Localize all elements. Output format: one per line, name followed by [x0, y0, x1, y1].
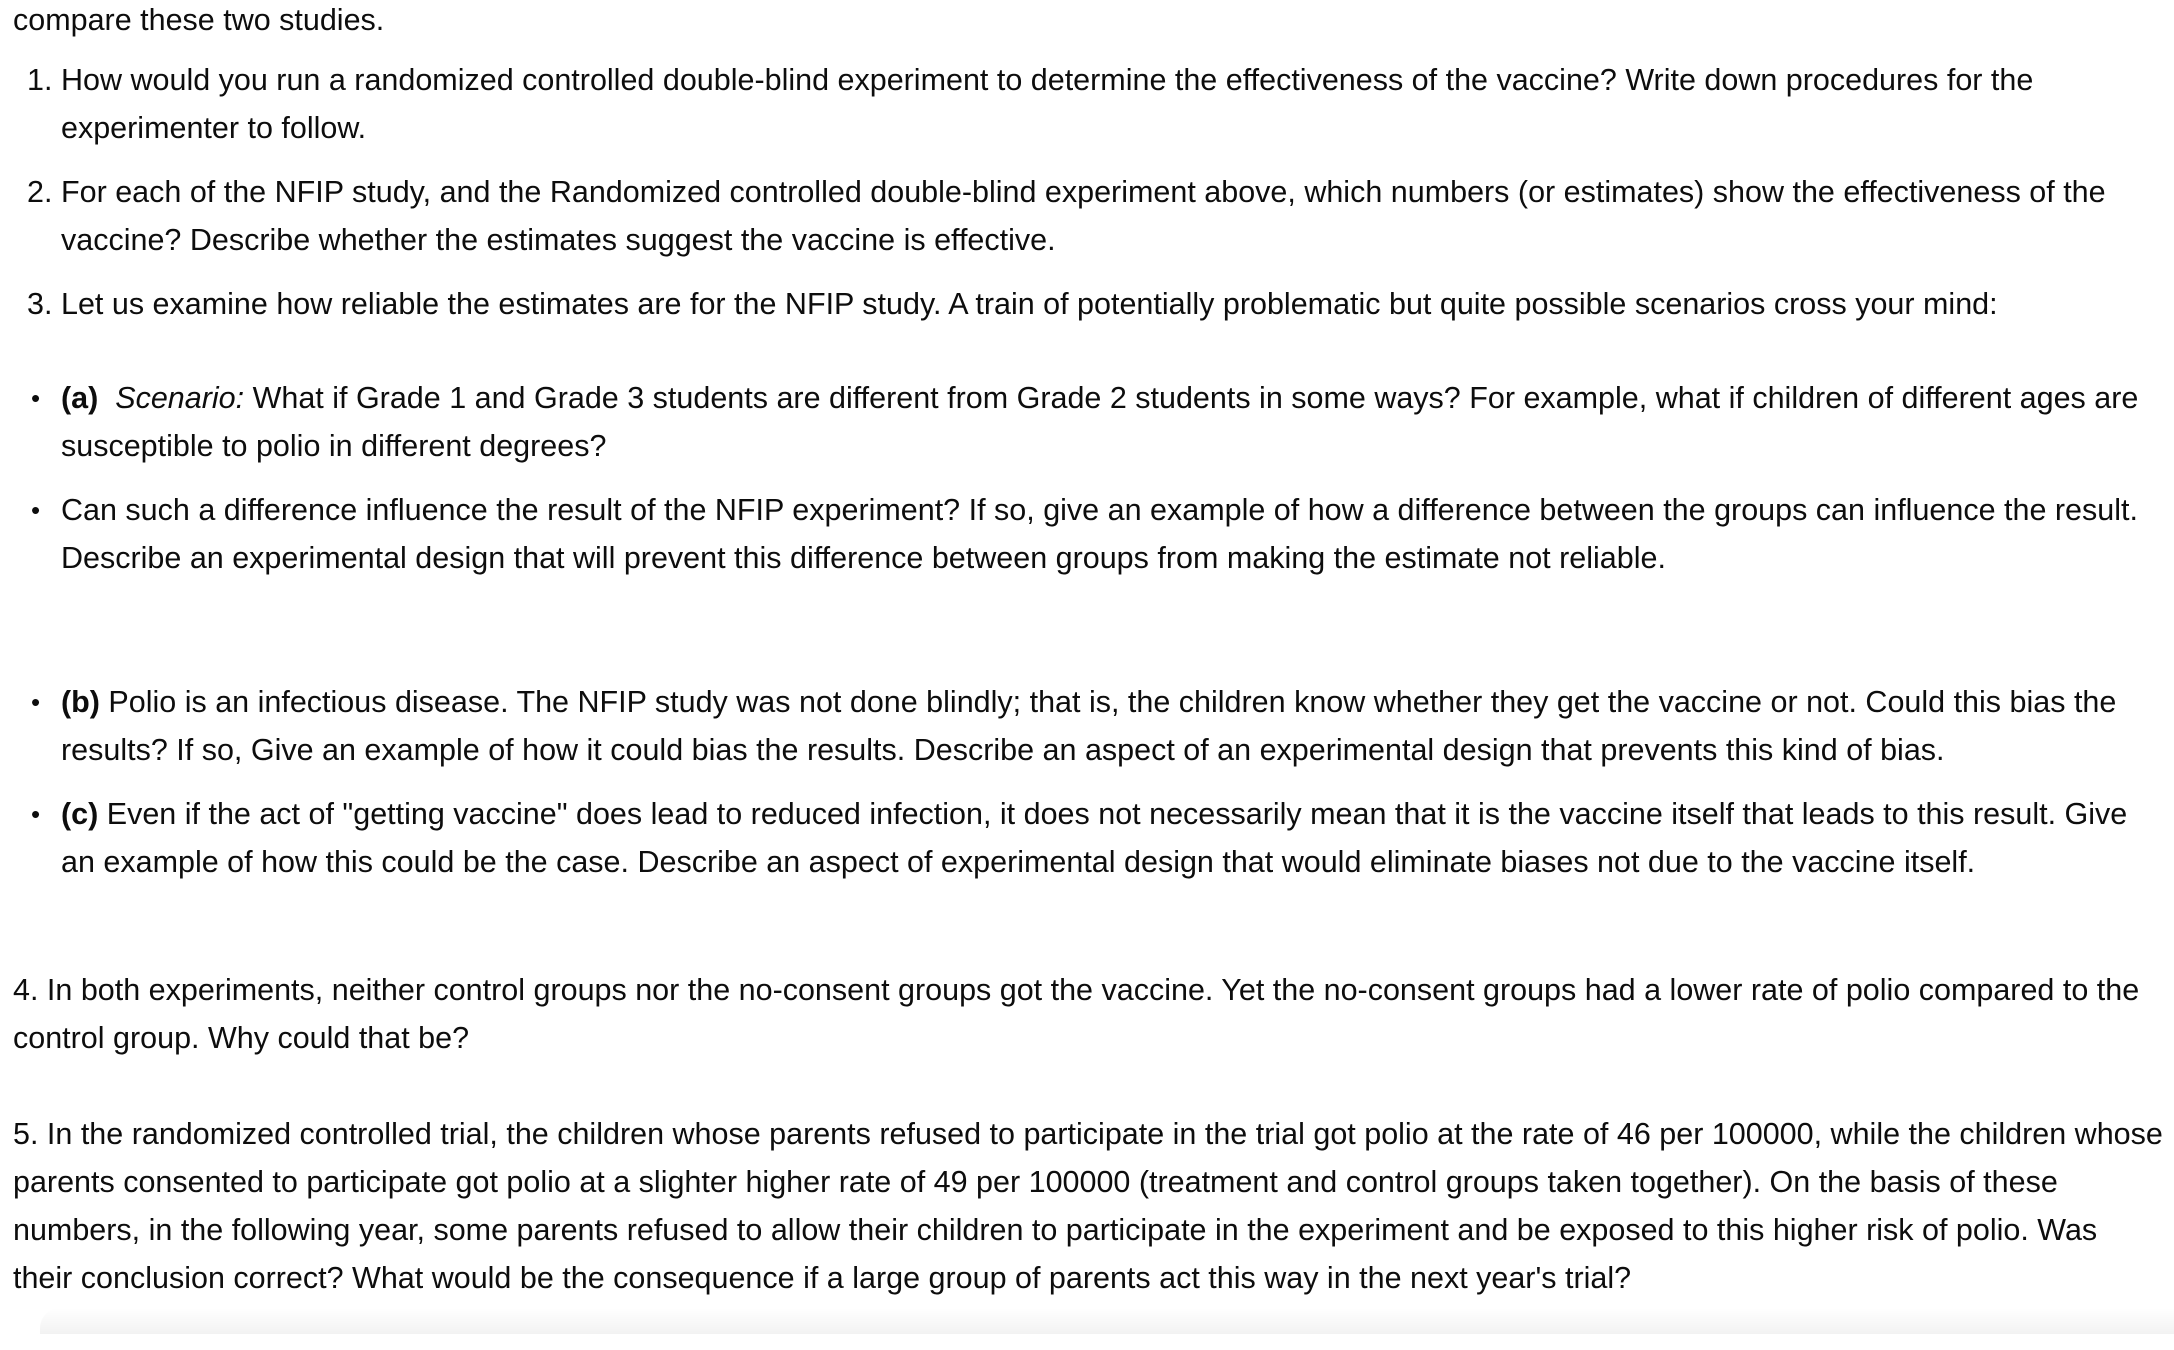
question-4: 4. In both experiments, neither control groups nor the no-consent groups got the vaccine. Yet the no-consent groups had a lower rate of polio compared to the control group. Why could that be?: [13, 973, 2140, 1055]
scenario-tag: (b): [61, 685, 100, 719]
intro-text: compare these two studies.: [13, 3, 385, 37]
scenario-text: Can such a difference influence the result of the NFIP experiment? If so, give an example of how a difference between the groups can influence the result. Describe an experimental design that will prevent this difference between groups from making the estimate not reliable.: [61, 493, 2138, 575]
scenario-item-a-followup: [61, 486, 2163, 582]
scenario-tag: (c): [61, 797, 99, 831]
question-number: 3.: [27, 287, 53, 321]
scenario-text: What if Grade 1 and Grade 3 students are different from Grade 2 students in some ways? For example, what if children of different ages are susceptible to polio in different degrees?: [61, 381, 2139, 463]
scenario-tag: (a): [61, 381, 99, 415]
question-text: Let us examine how reliable the estimates are for the NFIP study. A train of potentially problematic but quite possible scenarios cross your mind:: [61, 287, 1998, 321]
scenario-list-a: [13, 374, 2163, 582]
scenario-list-bc: [13, 678, 2163, 886]
scenario-label: Scenario:: [115, 381, 245, 415]
question-item-3: [27, 280, 2163, 328]
question-item-1: [27, 56, 2163, 152]
scenario-item-c: [61, 790, 2163, 886]
scenario-item-a: [61, 374, 2163, 470]
document-body: [13, 0, 2163, 1350]
question-list: [13, 56, 2163, 328]
input-shadow: [40, 1308, 2174, 1334]
question-item-2: [27, 168, 2163, 264]
question-text: How would you run a randomized controlled double-blind experiment to determine the effectiveness of the vaccine? Write down procedures for the experimenter to follow.: [61, 63, 2034, 145]
question-5: 5. In the randomized controlled trial, the children whose parents refused to participate in the trial got polio at the rate of 46 per 100000, while the children whose parents consented to participate got polio at a slighter higher rate of 49 per 100000 (treatment and control groups taken together). On the basis of these numbers, in the following year, some parents refused to allow their children to participate in the experiment and be exposed to this higher risk of polio. Was their conclusion correct? What would be the consequence if a large group of parents act this way in the next year's trial?: [13, 1117, 2163, 1295]
scenario-text: Polio is an infectious disease. The NFIP study was not done blindly; that is, the children know whether they get the vaccine or not. Could this bias the results? If so, Give an example of how it could bias the results. Describe an aspect of an experimental design that prevents this kind of bias.: [61, 685, 2117, 767]
question-number: 2.: [27, 175, 53, 209]
scenario-item-b: [61, 678, 2163, 774]
scenario-text: Even if the act of "getting vaccine" does lead to reduced infection, it does not necessarily mean that it is the vaccine itself that leads to this result. Give an example of how this could be the case. Describe an aspect of experimental design that would eliminate biases not due to the vaccine itself.: [61, 797, 2128, 879]
question-text: For each of the NFIP study, and the Randomized controlled double-blind experiment above, which numbers (or estimates) show the effectiveness of the vaccine? Describe whether the estimates suggest the vaccine is effective.: [61, 175, 2106, 257]
question-number: 1.: [27, 63, 53, 97]
